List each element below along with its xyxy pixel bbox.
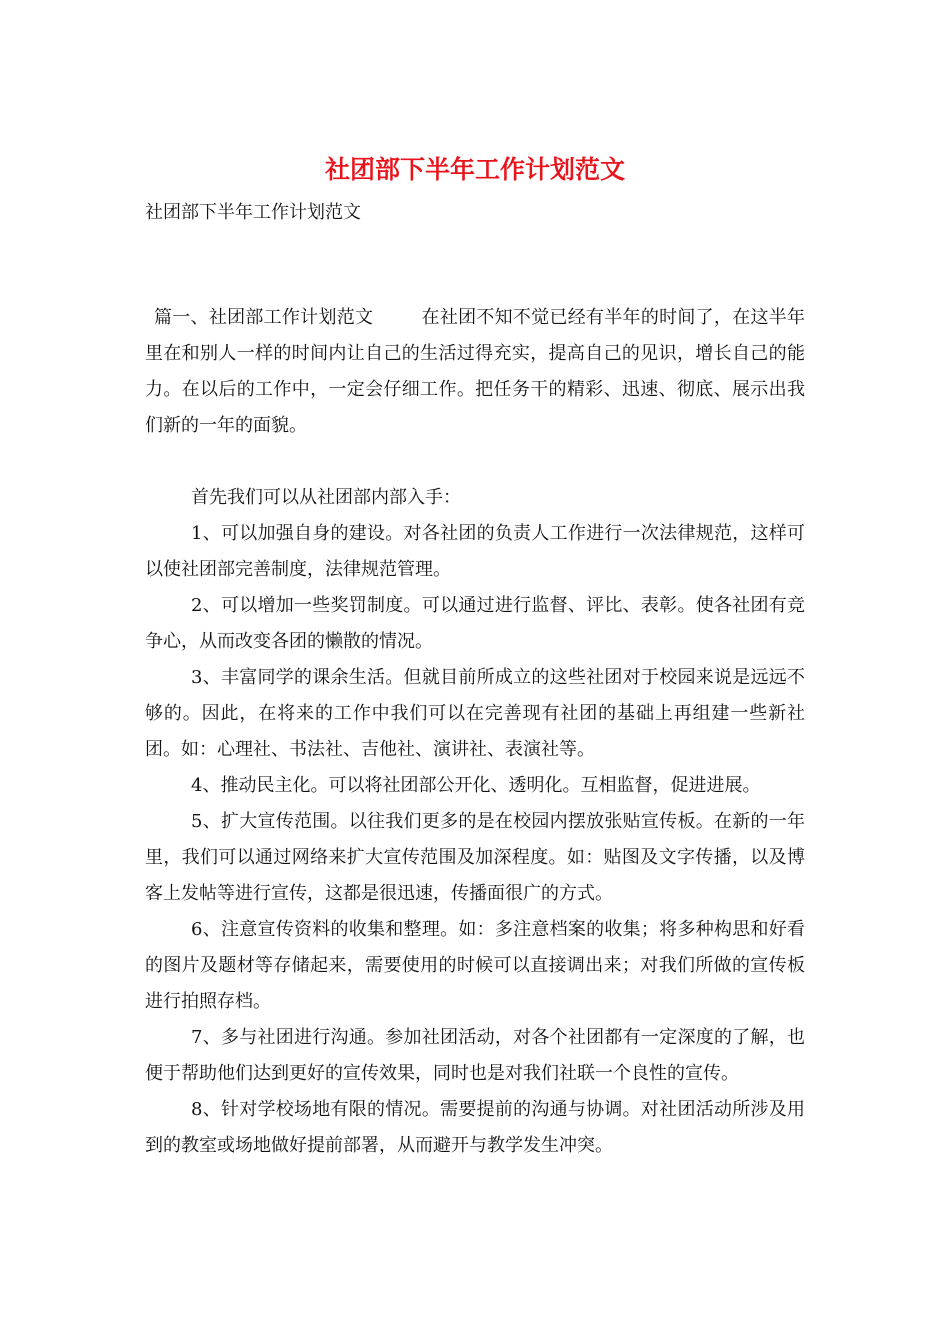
- paragraph-item-2: 2、可以增加一些奖罚制度。可以通过进行监督、评比、表彰。使各社团有竞争心，从而改变各团的懒散的情况。: [145, 595, 805, 652]
- paragraph-lead-in: 首先我们可以从社团部内部入手：: [191, 487, 461, 508]
- paragraph-item-4: 4、推动民主化。可以将社团部公开化、透明化。互相监督，促进进展。: [191, 775, 761, 796]
- paragraph-item-7: 7、多与社团进行沟通。参加社团活动，对各个社团都有一定深度的了解，也便于帮助他们达到更好的宣传效果，同时也是对我们社联一个良性的宣传。: [145, 1027, 805, 1084]
- paragraph-item-5: 5、扩大宣传范围。以往我们更多的是在校园内摆放张贴宣传板。在新的一年里，我们可以通过网络来扩大宣传范围及加深程度。如：贴图及文字传播，以及博客上发帖等进行宣传，这都是很迅速，传播面很广的方式。: [145, 811, 805, 904]
- paragraph-item-1: 1、可以加强自身的建设。对各社团的负责人工作进行一次法律规范，这样可以使社团部完善制度，法律规范管理。: [145, 523, 805, 580]
- document-title: 社团部下半年工作计划范文: [324, 155, 625, 184]
- plan-list: [145, 480, 805, 1164]
- document-subtitle: 社团部下半年工作计划范文: [145, 202, 361, 223]
- intro-lead: 篇一、社团部工作计划范文: [154, 307, 374, 328]
- intro-paragraph: [145, 300, 805, 444]
- paragraph-item-8: 8、针对学校场地有限的情况。需要提前的沟通与协调。对社团活动所涉及用到的教室或场地做好提前部署，从而避开与教学发生冲突。: [145, 1099, 805, 1156]
- intro-text: 在社团不知不觉已经有半年的时间了，在这半年里在和别人一样的时间内让自己的生活过得充实，提高自己的见识，增长自己的能力。在以后的工作中，一定会仔细工作。把任务干的精彩、迅速、彻底、展示出我们新的一年的面貌。: [145, 307, 806, 436]
- paragraph-item-6: 6、注意宣传资料的收集和整理。如：多注意档案的收集；将多种构思和好看的图片及题材等存储起来，需要使用的时候可以直接调出来；对我们所做的宣传板进行拍照存档。: [145, 919, 805, 1012]
- paragraph-item-3: 3、丰富同学的课余生活。但就目前所成立的这些社团对于校园来说是远远不够的。因此，在将来的工作中我们可以在完善现有社团的基础上再组建一些新社团。如：心理社、书法社、吉他社、演讲社、表演社等。: [145, 667, 805, 760]
